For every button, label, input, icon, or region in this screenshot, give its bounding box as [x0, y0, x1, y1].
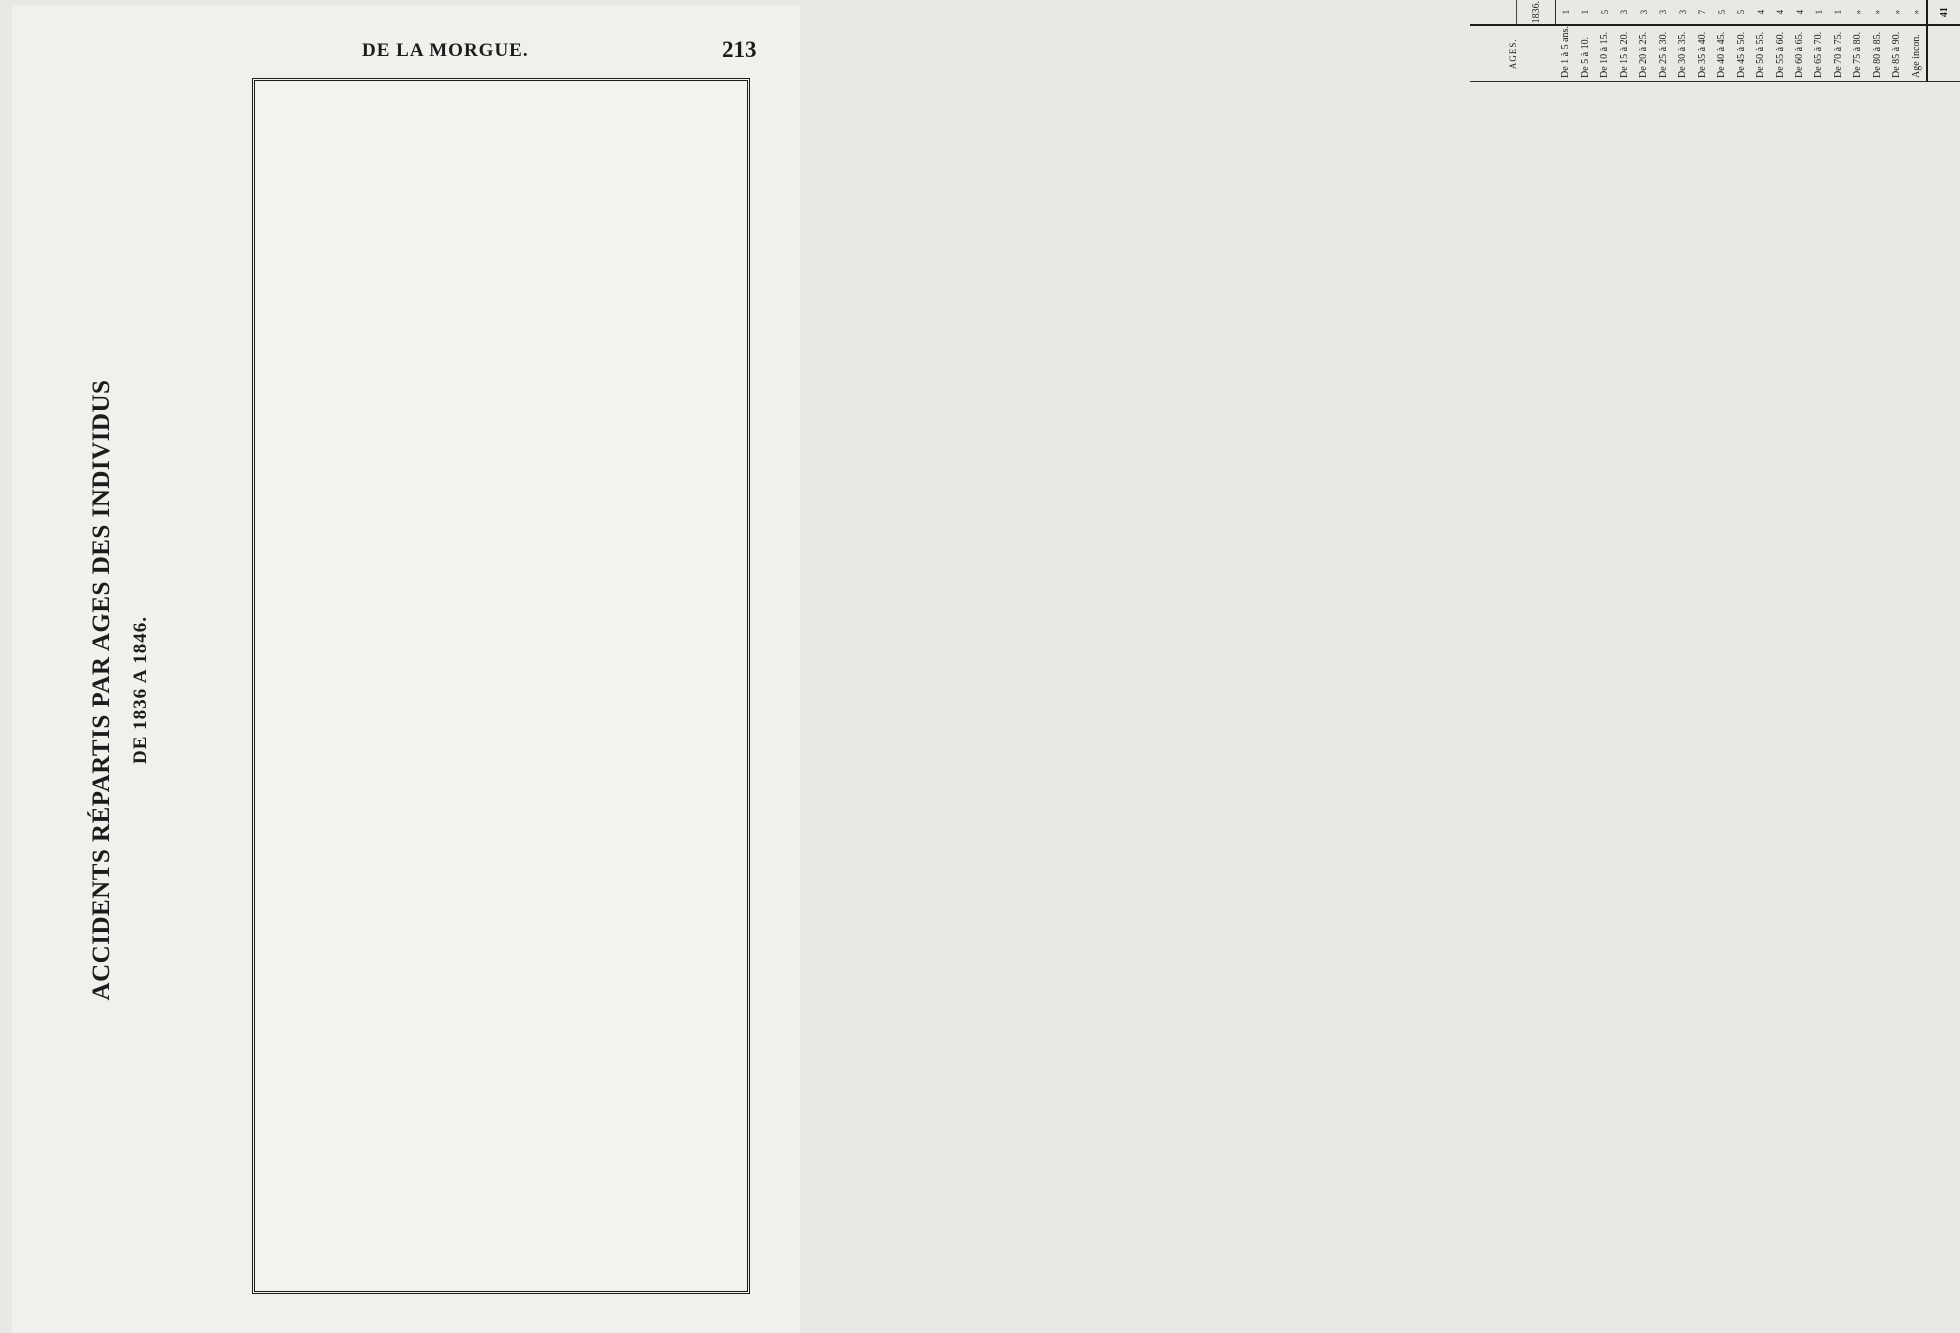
age-label: De 50 à 55.	[1751, 26, 1770, 82]
table-row	[1829, 0, 1848, 82]
data-cell: »	[1868, 0, 1887, 26]
table-row	[1712, 0, 1731, 82]
data-cell: »	[1907, 0, 1928, 26]
age-label: De 55 à 60.	[1770, 26, 1789, 82]
totals-label	[1927, 26, 1960, 82]
data-cell: 4	[1751, 0, 1770, 26]
age-label: De 60 à 65.	[1790, 26, 1809, 82]
data-cell: 5	[1731, 0, 1750, 26]
data-cell: 5	[1712, 0, 1731, 26]
data-cell: 4	[1770, 0, 1789, 26]
age-label: De 25 à 30.	[1654, 26, 1673, 82]
data-cell: »	[1887, 0, 1906, 26]
table-row	[1615, 0, 1634, 82]
running-head: DE LA MORGUE.	[362, 40, 529, 61]
total-cell: 41	[1927, 0, 1960, 26]
page-number: 213	[722, 37, 757, 62]
accidents-table	[1470, 0, 1960, 82]
age-label: De 15 à 20.	[1615, 26, 1634, 82]
table-row	[1634, 0, 1653, 82]
age-label: De 30 à 35.	[1673, 26, 1692, 82]
age-label: De 20 à 25.	[1634, 26, 1653, 82]
table-title: ACCIDENTS RÉPARTIS PAR AGES DES INDIVIDUS	[88, 379, 115, 1001]
data-cell: 5	[1595, 0, 1614, 26]
group-header-submersion	[1470, 0, 1517, 26]
age-label: Age incon.	[1907, 26, 1928, 82]
table-row	[1907, 0, 1928, 82]
table-row	[1673, 0, 1692, 82]
age-label: De 45 à 50.	[1731, 26, 1750, 82]
totals-row	[1927, 0, 1960, 82]
data-cell: 1	[1809, 0, 1828, 26]
age-label: De 5 à 10.	[1576, 26, 1595, 82]
table-row	[1556, 0, 1576, 82]
age-label: De 75 à 80.	[1848, 26, 1867, 82]
ages-header: AGES.	[1470, 26, 1556, 82]
table-body	[1556, 0, 1960, 82]
table-row	[1576, 0, 1595, 82]
table-row	[1654, 0, 1673, 82]
data-cell: 3	[1615, 0, 1634, 26]
data-cell: »	[1848, 0, 1867, 26]
group-header-row	[1470, 0, 1517, 82]
data-cell: 1	[1576, 0, 1595, 26]
table-row	[1770, 0, 1789, 82]
table-row	[1868, 0, 1887, 82]
rotated-table	[1470, 0, 1960, 82]
data-cell: 7	[1692, 0, 1711, 26]
age-label: De 85 à 90.	[1887, 26, 1906, 82]
table-subtitle: DE 1836 A 1846.	[130, 615, 151, 765]
table-title-block	[88, 380, 152, 1001]
data-cell: 1	[1556, 0, 1576, 26]
data-cell: 3	[1634, 0, 1653, 26]
age-label: De 80 à 85.	[1868, 26, 1887, 82]
table-row	[1809, 0, 1828, 82]
table-row	[1751, 0, 1770, 82]
age-label: De 65 à 70.	[1809, 26, 1828, 82]
table-row	[1887, 0, 1906, 82]
age-label: De 10 à 15.	[1595, 26, 1614, 82]
data-cell: 4	[1790, 0, 1809, 26]
age-label: De 35 à 40.	[1692, 26, 1711, 82]
table-row	[1731, 0, 1750, 82]
table-row	[1848, 0, 1867, 82]
data-cell: 3	[1654, 0, 1673, 26]
age-label: De 40 à 45.	[1712, 26, 1731, 82]
year-header: 1836.	[1517, 0, 1556, 26]
age-label: De 70 à 75.	[1829, 26, 1848, 82]
age-label: De 1 à 5 ans.	[1556, 26, 1576, 82]
data-cell: 3	[1673, 0, 1692, 26]
table-row	[1595, 0, 1614, 82]
data-cell: 1	[1829, 0, 1848, 26]
table-row	[1692, 0, 1711, 82]
table-row	[1790, 0, 1809, 82]
